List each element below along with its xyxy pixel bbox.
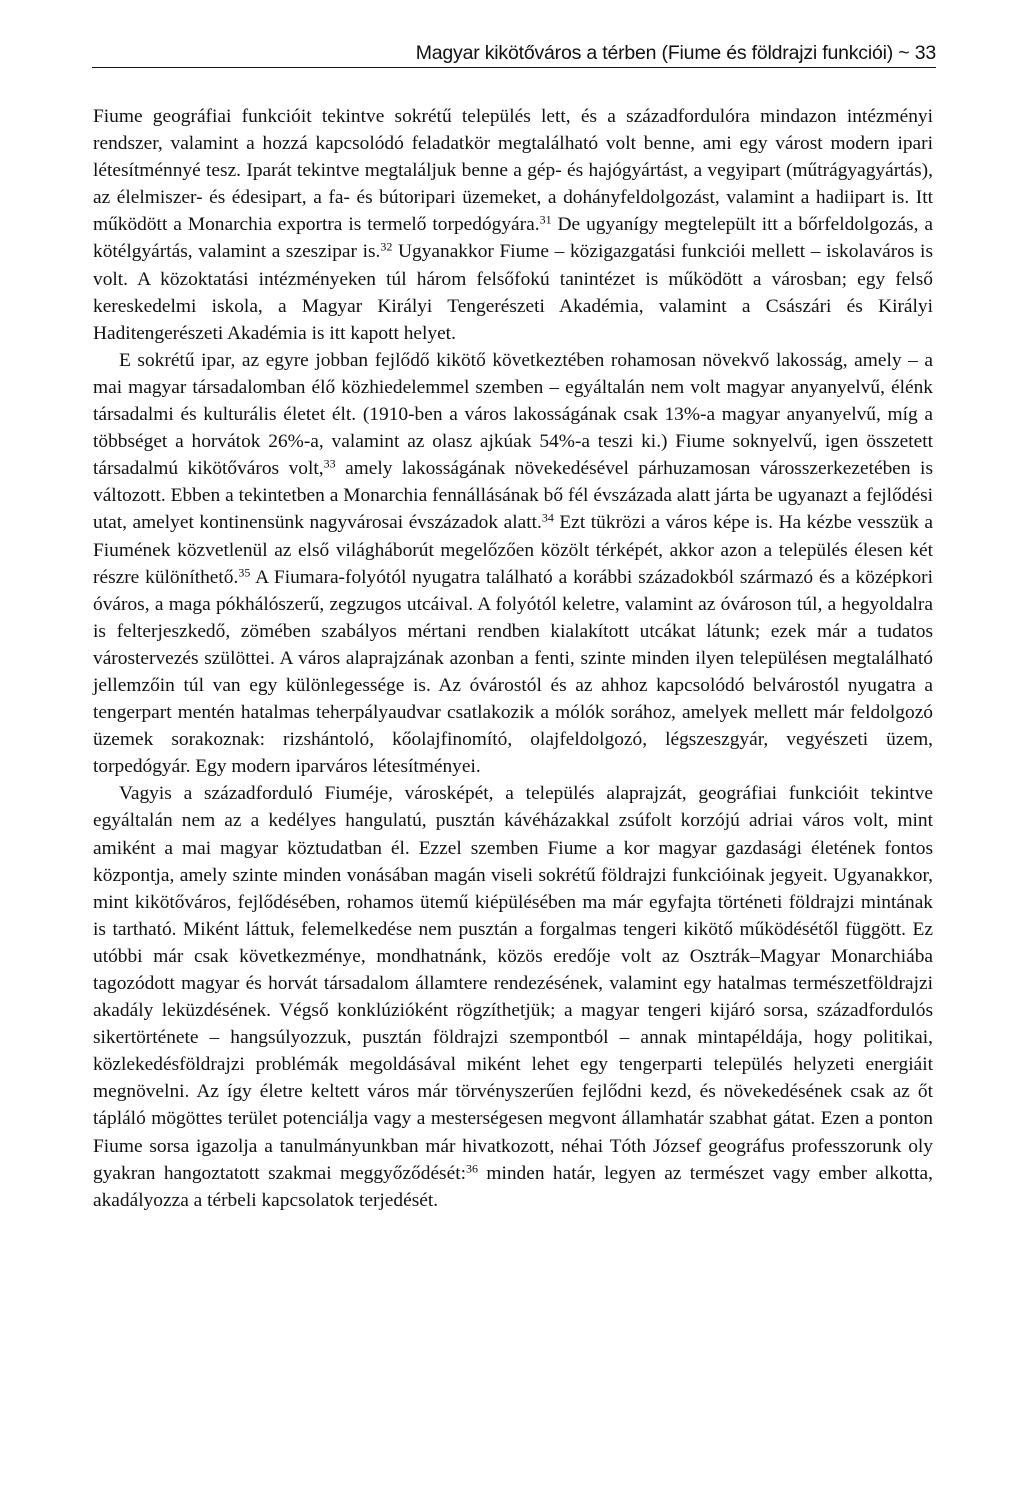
- text-run: Vagyis a századforduló Fiuméje, városképét, a település alaprajzát, geográfiai funkcióit tekintve egyáltalán nem az a kedélyes hangulatú, pusztán kávéházakkal zsúfolt korzójú adriai város volt, mint amiként a mai magyar köztudatban él. Ezzel szemben Fiume a kor magyar gazdasági életének fontos központja, amely szinte minden vonásában magán viseli sokrétű földrajzi funkcióinak jegyeit. Ugyanakkor, mint kikötőváros, fejlődésében, rohamos ütemű kiépülésében ma már egyfajta történeti földrajzi mintának is tartható. Miként láttuk, felemelkedése nem pusztán a forgalmas tengeri kikötő működésétől függött. Ez utóbbi már csak következménye, mondhatnánk, közös eredője volt az Osztrák–Magyar Monarchiába tagozódott magyar és horvát társadalom államtere rendezésének, valamint egy hatalmas természetföldrajzi akadály leküzdésének. Végső konklúzióként rögzíthetjük; a magyar tengeri kijáró sorsa, századfordulós sikertörténete – hangsúlyozzuk, pusztán földrajzi szempontból – annak mintapéldája, hogy politikai, közlekedésföldrajzi problémák megoldásával miként lehet egy tengerparti település helyzeti energiáit megnövelni. Az így életre keltett város már törvényszerűen fejlődni kezd, és növekedésének csak az őt tápláló mögöttes terület potenciálja vagy a mesterségesen megvont államhatár szabhat gátat. Ezen a ponton Fiume sorsa igazolja a tanulmányunkban már hivatkozott, néhai Tóth József geográfus professzorunk oly gyakran hangoztatott szakmai meggyőződését:: [93, 783, 933, 1184]
- paragraph: [93, 347, 933, 781]
- running-title: Magyar kikötőváros a térben (Fiume és földrajzi funkciói): [415, 42, 894, 64]
- paragraph: [93, 103, 933, 347]
- header-separator: ~: [893, 42, 915, 64]
- text-run: Fiume geográfiai funkcióit tekintve sokrétű település lett, és a századfordulóra mindazon intézményi rendszer, valamint a hozzá kapcsolódó feladatkör megtalálható volt benne, ami egy várost modern ipari létesítménnyé tesz. Iparát tekintve megtaláljuk benne a gép- és hajógyártást, a vegyipart (műtrágyagyártás), az élelmiszer- és édesipart, a fa- és bútoripari üzemeket, a dohányfeldolgozást, valamint a hadiipart is. Itt működött a Monarchia exportra is termelő torpedógyára.: [93, 106, 933, 236]
- text-run: minden határ, legyen az természet vagy ember alkotta, akadályozza a térbeli kapcsolatok terjedését.: [93, 1162, 933, 1211]
- text-run: Ezt tükrözi a város képe is. Ha kézbe vesszük a Fiumének közvetlenül az első világháborút megelőzően közölt térképét, akkor azon a település élesen két részre különíthető.: [93, 512, 933, 588]
- text-run: amely lakosságának növekedésével párhuzamosan városszerkezetében is változott. Ebben a tekintetben a Monarchia fennállásának bő fél évszázada alatt járta be ugyanazt a fejlődési utat, amelyet kontinensünk nagyvárosai évszázadok alatt.: [93, 458, 933, 534]
- footnote-reference: 32: [380, 239, 393, 254]
- text-run: E sokrétű ipar, az egyre jobban fejlődő kikötő következtében rohamosan növekvő lakosság, amely – a mai magyar társadalomban élő közhiedelemmel szemben – egyáltalán nem volt magyar anyanyelvű, élénk társadalmi és kulturális életet élt. (1910-ben a város lakosságának csak 13%-a magyar anyanyelvű, míg a többséget a horvátok 26%-a, valamint az olasz ajkúak 54%-a teszi ki.) Fiume soknyelvű, igen összetett társadalmú kikötőváros volt,: [93, 349, 933, 480]
- text-run: A Fiumara-folyótól nyugatra található a korábbi századokból származó és a középkori óváros, a maga pókhálószerű, zegzugos utcáival. A folyótól keletre, valamint az óvároson túl, a hegyoldalra is felterjeszkedő, zömében szabályos mértani rendben kialakított utcákat látunk; ezek már a tudatos várostervezés szülöttei. A város alaprajzának azonban a fenti, szinte minden ilyen településen megtalálható jellemzőin túl van egy különlegessége is. Az óvárostól és az ahhoz kapcsolódó belvárostól nyugatra a tengerpart mentén hatalmas teherpályaudvar csatlakozik a mólók sorához, amelyek mellett már feldolgozó üzemek sorakoznak: rizshántoló, kőolajfinomító, olajfeldolgozó, légszeszgyár, vegyészeti üzem, torpedógyár. Egy modern iparváros létesítményei.: [93, 566, 933, 778]
- paragraph: [93, 780, 933, 1214]
- page-number: 33: [914, 42, 936, 64]
- footnote-reference: 34: [541, 510, 554, 525]
- footnote-reference: 36: [465, 1161, 478, 1176]
- footnote-reference: 31: [539, 212, 552, 227]
- footnote-reference: 33: [323, 456, 336, 471]
- text-run: De ugyanígy megtelepült itt a bőrfeldolgozás, a kötélgyártás, valamint a szeszipar is.: [93, 214, 933, 263]
- body-text: [93, 103, 933, 1214]
- running-header: [92, 40, 936, 68]
- text-run: Ugyanakkor Fiume – közigazgatási funkciói mellett – iskolaváros is volt. A közoktatási intézményeken túl három felsőfokú tanintézet is működött a városban; egy felső kereskedelmi iskola, a Magyar Királyi Tengerészeti Akadémia, valamint a Császári és Királyi Haditengerészeti Akadémia is itt kapott helyet.: [93, 241, 933, 344]
- footnote-reference: 35: [238, 565, 251, 579]
